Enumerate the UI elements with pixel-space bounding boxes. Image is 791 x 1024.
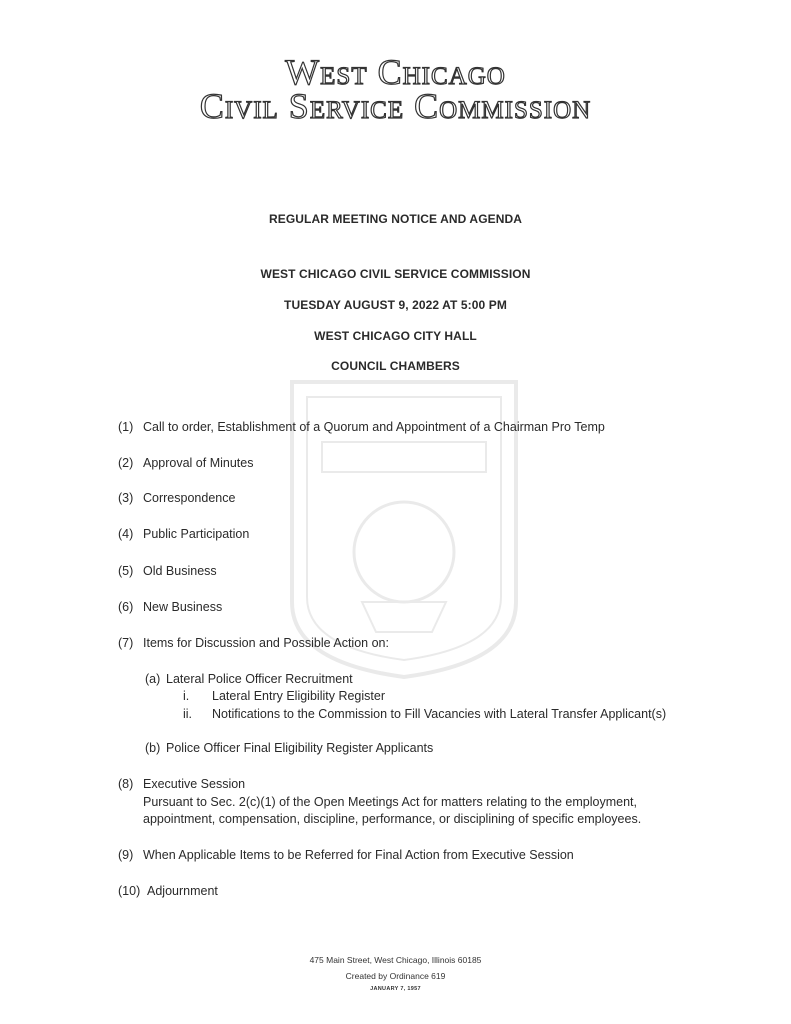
subitem-text: Notifications to the Commission to Fill Vacancies with Lateral Transfer Applicant(s) — [212, 707, 667, 721]
agenda-item-number: (7) — [118, 636, 134, 650]
notice-room: COUNCIL CHAMBERS — [331, 359, 460, 373]
agenda-item-number: (5) — [118, 564, 134, 578]
notice-datetime: TUESDAY AUGUST 9, 2022 AT 5:00 PM — [284, 298, 507, 312]
notice-title: REGULAR MEETING NOTICE AND AGENDA — [268, 212, 523, 226]
subitem-roman: ii. — [183, 707, 193, 721]
header-line-2: Civil Service Commission — [199, 86, 592, 126]
agenda-item-text: Items for Discussion and Possible Action on: — [143, 636, 389, 650]
notice-body: WEST CHICAGO CIVIL SERVICE COMMISSION — [260, 267, 531, 281]
footer-date: JANUARY 7, 1957 — [370, 986, 421, 992]
footer-ordinance: Created by Ordinance 619 — [345, 971, 446, 981]
agenda-item-text: Public Participation — [143, 527, 250, 541]
agenda-item-text: New Business — [143, 600, 223, 614]
agenda-item-number: (8) — [118, 777, 134, 791]
subitem-text: Police Officer Final Eligibility Register Applicants — [166, 741, 434, 755]
subitem-roman: i. — [183, 689, 190, 703]
agenda-item-text: Adjournment — [147, 884, 218, 898]
agenda-item-text: Executive Session — [143, 777, 246, 791]
agenda-item-number: (10) — [118, 884, 141, 898]
executive-session-detail-2: appointment, compensation, discipline, performance, or disciplining of specific employees. — [143, 812, 642, 826]
agenda-item-text: When Applicable Items to be Referred for Final Action from Executive Session — [143, 848, 574, 862]
notice-venue: WEST CHICAGO CITY HALL — [314, 329, 477, 343]
agenda-item-text: Call to order, Establishment of a Quorum and Appointment of a Chairman Pro Temp — [143, 420, 605, 434]
city-seal-watermark-icon — [282, 352, 526, 680]
agenda-item-number: (1) — [118, 420, 134, 434]
agenda-item-number: (2) — [118, 456, 134, 470]
agenda-item-number: (9) — [118, 848, 134, 862]
subitem-letter: (b) — [145, 741, 161, 755]
agenda-item-number: (3) — [118, 491, 134, 505]
executive-session-detail-1: Pursuant to Sec. 2(c)(1) of the Open Meetings Act for matters relating to the employment, — [143, 795, 637, 809]
subitem-letter: (a) — [145, 672, 161, 686]
subitem-text: Lateral Entry Eligibility Register — [212, 689, 385, 703]
agenda-item-text: Correspondence — [143, 491, 236, 505]
footer-address: 475 Main Street, West Chicago, Illinois 60185 — [309, 955, 482, 965]
subitem-text: Lateral Police Officer Recruitment — [166, 672, 353, 686]
agenda-item-text: Approval of Minutes — [143, 456, 254, 470]
agenda-item-text: Old Business — [143, 564, 217, 578]
agenda-item-number: (6) — [118, 600, 134, 614]
agenda-item-number: (4) — [118, 527, 134, 541]
header-line-1: West Chicago — [285, 52, 506, 92]
